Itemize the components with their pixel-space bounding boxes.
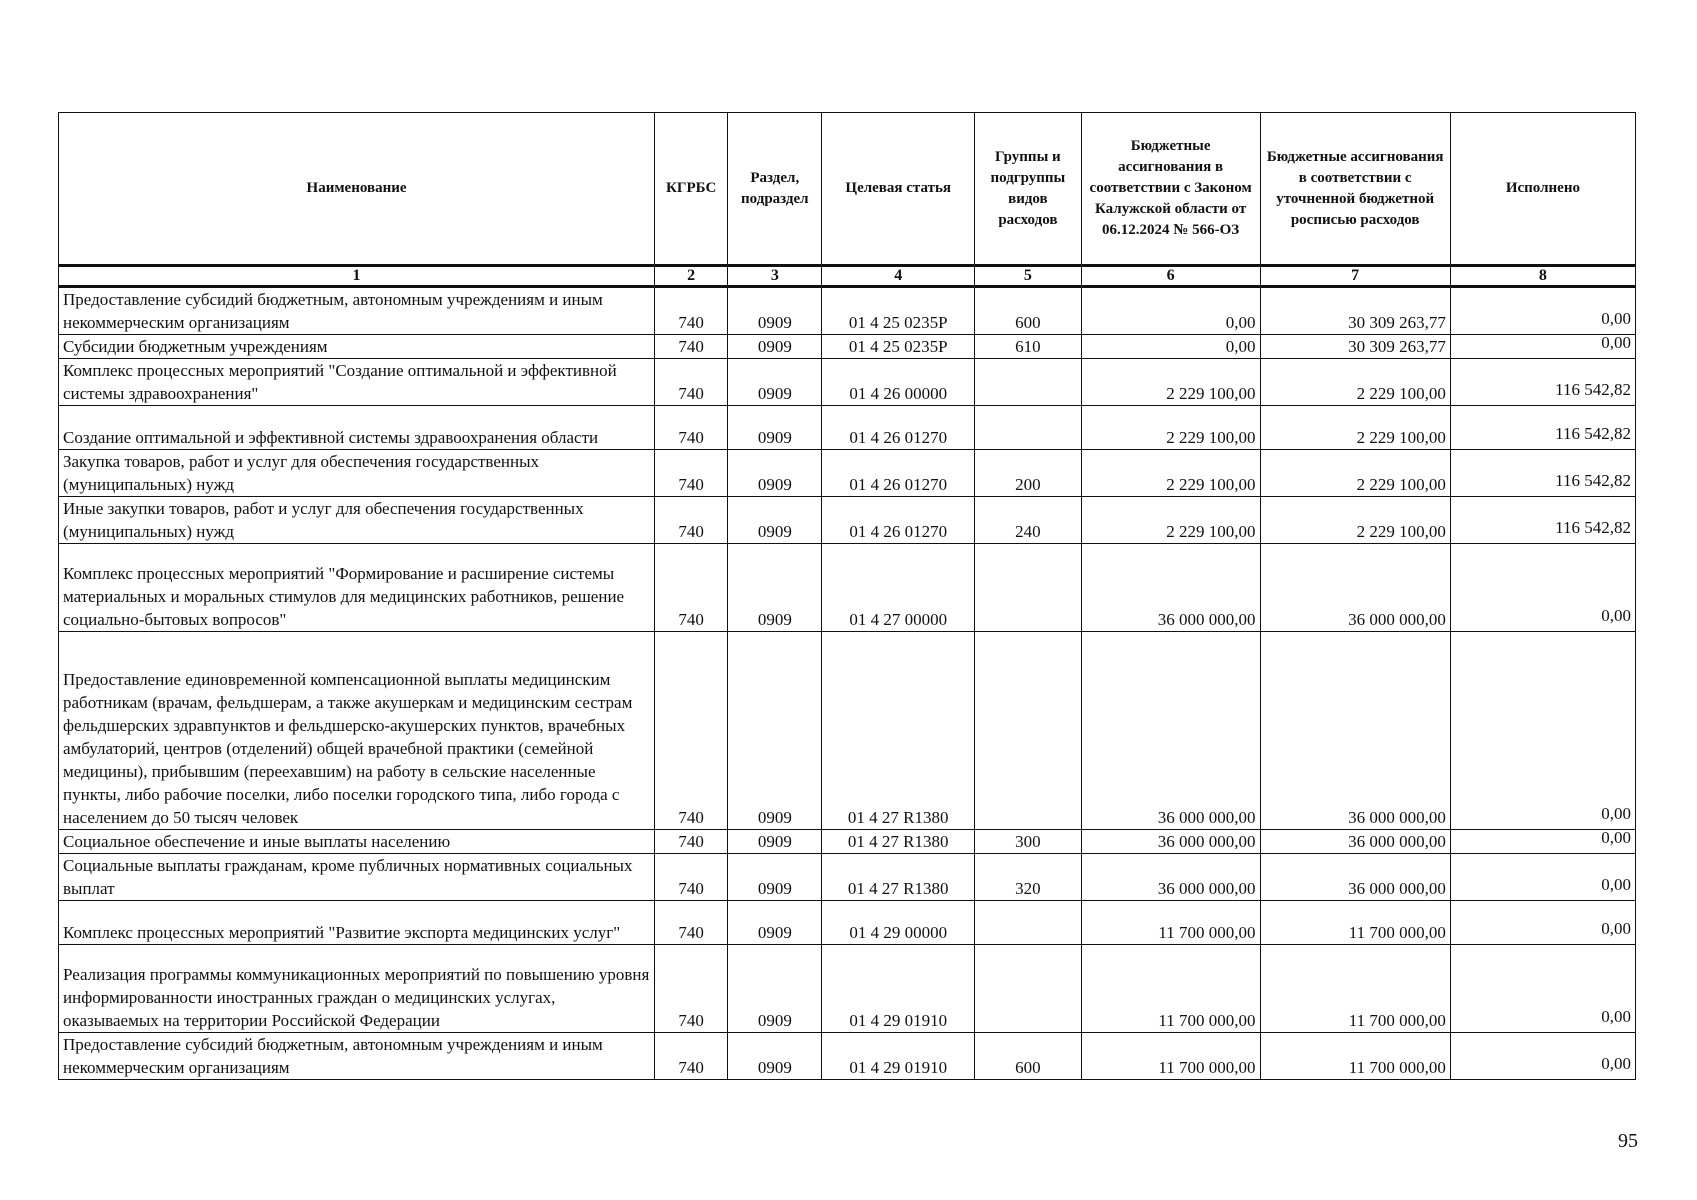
row-name: Субсидии бюджетным учреждениям — [59, 335, 655, 359]
row-rospis: 36 000 000,00 — [1260, 854, 1450, 901]
row-vid — [975, 544, 1082, 632]
row-law: 11 700 000,00 — [1081, 945, 1260, 1033]
row-law: 2 229 100,00 — [1081, 406, 1260, 450]
column-number: 6 — [1081, 266, 1260, 287]
header-row — [59, 113, 1636, 266]
row-law: 0,00 — [1081, 287, 1260, 335]
table-row — [59, 450, 1636, 497]
row-name: Социальные выплаты гражданам, кроме публичных нормативных социальных выплат — [59, 854, 655, 901]
row-rospis: 2 229 100,00 — [1260, 450, 1450, 497]
row-statya: 01 4 27 R1380 — [822, 830, 975, 854]
row-razdel: 0909 — [728, 901, 822, 945]
row-kgrbs: 740 — [655, 544, 728, 632]
row-vid: 200 — [975, 450, 1082, 497]
row-kgrbs: 740 — [655, 830, 728, 854]
row-ispolneno-value: 116 542,82 — [1555, 471, 1631, 490]
header-rospis: Бюджетные ассигнования в соответствии с уточненной бюджетной росписью расходов — [1260, 113, 1450, 266]
column-number: 4 — [822, 266, 975, 287]
row-ispolneno-value: 0,00 — [1601, 875, 1631, 894]
table-row — [59, 497, 1636, 544]
row-rospis: 30 309 263,77 — [1260, 287, 1450, 335]
table-row — [59, 287, 1636, 335]
column-number: 5 — [975, 266, 1082, 287]
row-ispolneno-value: 0,00 — [1601, 606, 1631, 625]
row-ispolneno-value: 116 542,82 — [1555, 424, 1631, 443]
row-ispolneno — [1450, 1033, 1635, 1080]
column-number: 1 — [59, 266, 655, 287]
row-kgrbs: 740 — [655, 359, 728, 406]
table-row — [59, 830, 1636, 854]
row-law: 2 229 100,00 — [1081, 359, 1260, 406]
row-vid — [975, 901, 1082, 945]
row-name: Предоставление субсидий бюджетным, автономным учреждениям и иным некоммерческим организациям — [59, 287, 655, 335]
row-vid: 320 — [975, 854, 1082, 901]
row-rospis: 36 000 000,00 — [1260, 830, 1450, 854]
row-ispolneno-value: 0,00 — [1601, 828, 1631, 847]
row-name: Предоставление единовременной компенсационной выплаты медицинским работникам (врачам, фельдшерам, а также акушеркам и медицинским сестрам фельдшерских здравпунктов и фельдшерско-акушерских пунктов, врачебных амбулаторий, центров (отделений) общей врачебной практики (семейной медицины), прибывшим (переехавшим) на работу в сельские населенные пункты, либо рабочие поселки, либо поселки городского типа, либо города с населением до 50 тысяч человек — [59, 632, 655, 830]
row-statya: 01 4 25 0235Р — [822, 335, 975, 359]
row-statya: 01 4 25 0235Р — [822, 287, 975, 335]
row-razdel: 0909 — [728, 544, 822, 632]
row-razdel: 0909 — [728, 945, 822, 1033]
row-statya: 01 4 26 01270 — [822, 406, 975, 450]
column-number: 2 — [655, 266, 728, 287]
row-name: Социальное обеспечение и иные выплаты населению — [59, 830, 655, 854]
row-statya: 01 4 29 01910 — [822, 945, 975, 1033]
table-row — [59, 544, 1636, 632]
row-statya: 01 4 26 01270 — [822, 450, 975, 497]
row-kgrbs: 740 — [655, 901, 728, 945]
row-name: Создание оптимальной и эффективной системы здравоохранения области — [59, 406, 655, 450]
row-law: 36 000 000,00 — [1081, 632, 1260, 830]
row-rospis: 2 229 100,00 — [1260, 497, 1450, 544]
table-row — [59, 335, 1636, 359]
row-kgrbs: 740 — [655, 450, 728, 497]
row-kgrbs: 740 — [655, 497, 728, 544]
row-ispolneno — [1450, 945, 1635, 1033]
row-ispolneno-value: 0,00 — [1601, 1054, 1631, 1073]
row-name: Комплекс процессных мероприятий "Развитие экспорта медицинских услуг" — [59, 901, 655, 945]
row-razdel: 0909 — [728, 450, 822, 497]
row-law: 2 229 100,00 — [1081, 450, 1260, 497]
row-ispolneno — [1450, 335, 1635, 359]
header-name: Наименование — [59, 113, 655, 266]
row-razdel: 0909 — [728, 854, 822, 901]
row-kgrbs: 740 — [655, 1033, 728, 1080]
row-name: Комплекс процессных мероприятий "Формирование и расширение системы материальных и моральных стимулов для медицинских работников, решение социально-бытовых вопросов" — [59, 544, 655, 632]
column-number: 3 — [728, 266, 822, 287]
row-ispolneno — [1450, 901, 1635, 945]
row-vid: 300 — [975, 830, 1082, 854]
row-razdel: 0909 — [728, 406, 822, 450]
table-row — [59, 632, 1636, 830]
row-law: 11 700 000,00 — [1081, 1033, 1260, 1080]
row-statya: 01 4 29 01910 — [822, 1033, 975, 1080]
row-law: 36 000 000,00 — [1081, 544, 1260, 632]
header-kgrbs: КГРБС — [655, 113, 728, 266]
table-row — [59, 1033, 1636, 1080]
row-ispolneno — [1450, 287, 1635, 335]
row-rospis: 36 000 000,00 — [1260, 632, 1450, 830]
row-ispolneno — [1450, 359, 1635, 406]
row-statya: 01 4 26 00000 — [822, 359, 975, 406]
row-ispolneno-value: 0,00 — [1601, 1007, 1631, 1026]
row-ispolneno — [1450, 854, 1635, 901]
row-kgrbs: 740 — [655, 632, 728, 830]
row-statya: 01 4 27 00000 — [822, 544, 975, 632]
row-vid: 600 — [975, 287, 1082, 335]
row-vid — [975, 632, 1082, 830]
table-row — [59, 945, 1636, 1033]
table-row — [59, 854, 1636, 901]
row-razdel: 0909 — [728, 359, 822, 406]
row-rospis: 11 700 000,00 — [1260, 901, 1450, 945]
row-kgrbs: 740 — [655, 854, 728, 901]
row-ispolneno — [1450, 406, 1635, 450]
row-law: 2 229 100,00 — [1081, 497, 1260, 544]
row-name: Реализация программы коммуникационных мероприятий по повышению уровня информированности иностранных граждан о медицинских услугах, оказываемых на территории Российской Федерации — [59, 945, 655, 1033]
row-razdel: 0909 — [728, 287, 822, 335]
budget-table-container — [58, 112, 1636, 1080]
row-rospis: 11 700 000,00 — [1260, 945, 1450, 1033]
row-kgrbs: 740 — [655, 335, 728, 359]
row-law: 36 000 000,00 — [1081, 854, 1260, 901]
row-razdel: 0909 — [728, 497, 822, 544]
row-name: Закупка товаров, работ и услуг для обеспечения государственных (муниципальных) нужд — [59, 450, 655, 497]
row-ispolneno-value: 116 542,82 — [1555, 518, 1631, 537]
row-ispolneno — [1450, 544, 1635, 632]
row-ispolneno-value: 0,00 — [1601, 804, 1631, 823]
row-name: Иные закупки товаров, работ и услуг для обеспечения государственных (муниципальных) нужд — [59, 497, 655, 544]
row-ispolneno — [1450, 497, 1635, 544]
table-row — [59, 406, 1636, 450]
row-statya: 01 4 29 00000 — [822, 901, 975, 945]
row-vid — [975, 406, 1082, 450]
row-ispolneno-value: 0,00 — [1601, 333, 1631, 352]
row-razdel: 0909 — [728, 632, 822, 830]
row-rospis: 36 000 000,00 — [1260, 544, 1450, 632]
row-vid: 610 — [975, 335, 1082, 359]
budget-table — [58, 112, 1636, 1080]
header-ispolneno: Исполнено — [1450, 113, 1635, 266]
row-law: 11 700 000,00 — [1081, 901, 1260, 945]
row-ispolneno — [1450, 450, 1635, 497]
row-ispolneno — [1450, 632, 1635, 830]
row-vid — [975, 945, 1082, 1033]
column-number: 7 — [1260, 266, 1450, 287]
header-vid: Группы и подгруппы видов расходов — [975, 113, 1082, 266]
row-law: 0,00 — [1081, 335, 1260, 359]
row-razdel: 0909 — [728, 1033, 822, 1080]
row-rospis: 30 309 263,77 — [1260, 335, 1450, 359]
table-row — [59, 359, 1636, 406]
row-name: Предоставление субсидий бюджетным, автономным учреждениям и иным некоммерческим организациям — [59, 1033, 655, 1080]
column-number-row — [59, 266, 1636, 287]
header-law: Бюджетные ассигнования в соответствии с Законом Калужской области от 06.12.2024 № 566-ОЗ — [1081, 113, 1260, 266]
row-kgrbs: 740 — [655, 287, 728, 335]
row-ispolneno-value: 0,00 — [1601, 309, 1631, 328]
row-statya: 01 4 27 R1380 — [822, 854, 975, 901]
column-number: 8 — [1450, 266, 1635, 287]
row-vid — [975, 359, 1082, 406]
header-razdel: Раздел, подраздел — [728, 113, 822, 266]
row-vid: 240 — [975, 497, 1082, 544]
row-rospis: 2 229 100,00 — [1260, 406, 1450, 450]
row-kgrbs: 740 — [655, 945, 728, 1033]
row-kgrbs: 740 — [655, 406, 728, 450]
row-rospis: 2 229 100,00 — [1260, 359, 1450, 406]
header-statya: Целевая статья — [822, 113, 975, 266]
row-statya: 01 4 27 R1380 — [822, 632, 975, 830]
table-row — [59, 901, 1636, 945]
row-ispolneno-value: 0,00 — [1601, 919, 1631, 938]
page-number: 95 — [1618, 1130, 1638, 1152]
row-law: 36 000 000,00 — [1081, 830, 1260, 854]
row-vid: 600 — [975, 1033, 1082, 1080]
row-ispolneno — [1450, 830, 1635, 854]
row-rospis: 11 700 000,00 — [1260, 1033, 1450, 1080]
row-razdel: 0909 — [728, 335, 822, 359]
table-body — [59, 287, 1636, 1080]
row-name: Комплекс процессных мероприятий "Создание оптимальной и эффективной системы здравоохранения" — [59, 359, 655, 406]
row-razdel: 0909 — [728, 830, 822, 854]
row-ispolneno-value: 116 542,82 — [1555, 380, 1631, 399]
row-statya: 01 4 26 01270 — [822, 497, 975, 544]
